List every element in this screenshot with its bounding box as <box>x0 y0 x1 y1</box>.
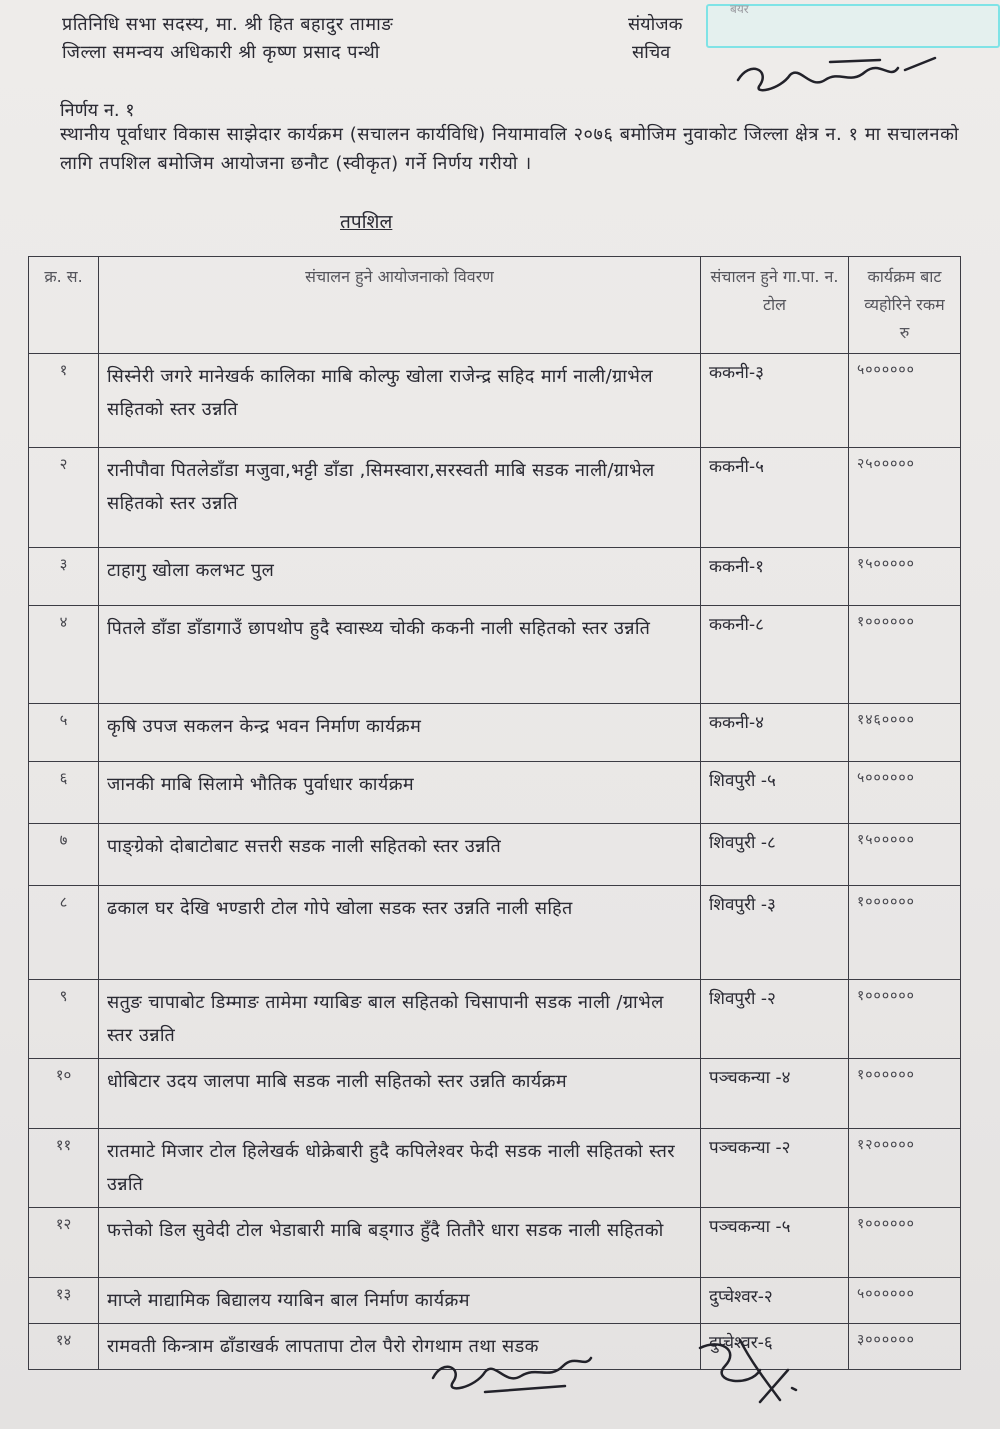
cell-sn: ११ <box>29 1129 99 1208</box>
cell-amount: ३०००००० <box>849 1324 961 1370</box>
table-row <box>29 1278 961 1324</box>
header-amount: कार्यक्रम बाट व्यहोरिने रकम रु <box>849 257 961 354</box>
cell-description: टाहागु खोला कलभट पुल <box>99 548 701 606</box>
tapashil-title: तपशिल <box>340 211 393 233</box>
cell-amount: १५००००० <box>849 824 961 886</box>
cell-sn: १४ <box>29 1324 99 1370</box>
role-secretary: सचिव <box>632 42 671 63</box>
cell-description: धोबिटार उदय जालपा माबि सडक नाली सहितको स्तर उन्नति कार्यक्रम <box>99 1059 701 1129</box>
table-row <box>29 1129 961 1208</box>
cell-location: ककनी-८ <box>701 606 849 704</box>
table-row <box>29 824 961 886</box>
cell-location: दुप्चेश्वर-६ <box>701 1324 849 1370</box>
cell-amount: १०००००० <box>849 886 961 980</box>
cell-location: शिवपुरी -३ <box>701 886 849 980</box>
cell-description: पितले डाँडा डाँडागाउँ छापथोप हुदै स्वास्थ्य चोकी ककनी नाली सहितको स्तर उन्नति <box>99 606 701 704</box>
cell-location: ककनी-३ <box>701 354 849 448</box>
table-row <box>29 886 961 980</box>
cell-location: पञ्चकन्या -२ <box>701 1129 849 1208</box>
cell-amount: १०००००० <box>849 1059 961 1129</box>
cell-description: रातमाटे मिजार टोल हिलेखर्क धोक्रेबारी हुदै कपिलेश्वर फेदी सडक नाली सहितको स्तर उन्नति <box>99 1129 701 1208</box>
cell-amount: २५००००० <box>849 448 961 548</box>
cell-description: माप्ले माद्यामिक बिद्यालय ग्याबिन बाल निर्माण कार्यक्रम <box>99 1278 701 1324</box>
decision-text: स्थानीय पूर्वाधार विकास साझेदार कार्यक्रम (सचालन कार्यविधि) नियामावलि २०७६ बमोजिम नुवाकोट जिल्ला क्षेत्र न. १ मा सचालनको लागि तपशिल बमोजिम आयोजना छनौट (स्वीकृत) गर्ने निर्णय गरीयो । <box>60 124 960 174</box>
cell-description: सिस्नेरी जगरे मानेखर्क कालिका माबि कोल्फु खोला राजेन्द्र सहिद मार्ग नाली/ग्राभेल सहितको स्तर उन्नति <box>99 354 701 448</box>
cell-sn: ९ <box>29 980 99 1059</box>
cell-location: ककनी-४ <box>701 704 849 762</box>
header-line-2: जिल्ला समन्वय अधिकारी श्री कृष्ण प्रसाद पन्थी <box>62 42 380 63</box>
signature-top-icon <box>730 50 940 105</box>
table-row <box>29 980 961 1059</box>
cell-amount: ५०००००० <box>849 354 961 448</box>
table-row <box>29 448 961 548</box>
cell-description: रामवती किन्त्राम ढाँडाखर्क लापतापा टोल पैरो रोगथाम तथा सडक <box>99 1324 701 1370</box>
projects-table <box>28 256 961 1370</box>
cell-sn: १२ <box>29 1208 99 1278</box>
cell-sn: १३ <box>29 1278 99 1324</box>
table-row <box>29 704 961 762</box>
table-row <box>29 762 961 824</box>
cell-description: पाङ्ग्रेको दोबाटोबाट सत्तरी सडक नाली सहितको स्तर उन्नति <box>99 824 701 886</box>
cell-description: ढकाल घर देखि भण्डारी टोल गोपे खोला सडक स्तर उन्नति नाली सहित <box>99 886 701 980</box>
cell-amount: १०००००० <box>849 980 961 1059</box>
cell-description: फत्तेको डिल सुवेदी टोल भेडाबारी माबि बड्गाउ हुँदै तितौरे धारा सडक नाली सहितको <box>99 1208 701 1278</box>
table-row <box>29 354 961 448</box>
decision-number: निर्णय न. १ <box>60 100 135 121</box>
cell-sn: १० <box>29 1059 99 1129</box>
table-row <box>29 1059 961 1129</box>
cell-location: पञ्चकन्या -५ <box>701 1208 849 1278</box>
signature-bottom-right-icon <box>680 1330 820 1410</box>
header-sn: क्र. स. <box>29 257 99 354</box>
cell-amount: १०००००० <box>849 1208 961 1278</box>
cell-sn: १ <box>29 354 99 448</box>
cell-sn: ७ <box>29 824 99 886</box>
cell-sn: ४ <box>29 606 99 704</box>
cell-amount: १४६०००० <box>849 704 961 762</box>
highlight-box <box>706 4 1000 48</box>
cell-amount: १२००००० <box>849 1129 961 1208</box>
table-row <box>29 606 961 704</box>
header-location: संचालन हुने गा.पा. न. टोल <box>701 257 849 354</box>
table-row <box>29 548 961 606</box>
cell-description: कृषि उपज सकलन केन्द्र भवन निर्माण कार्यक्रम <box>99 704 701 762</box>
cell-amount: ५०००००० <box>849 1278 961 1324</box>
header-line-1: प्रतिनिधि सभा सदस्य, मा. श्री हित बहादुर तामाङ <box>62 14 394 35</box>
cell-location: पञ्चकन्या -४ <box>701 1059 849 1129</box>
cell-amount: १०००००० <box>849 606 961 704</box>
header-description: संचालन हुने आयोजनाको विवरण <box>99 257 701 354</box>
cell-sn: ३ <box>29 548 99 606</box>
cell-description: जानकी माबि सिलामे भौतिक पुर्वाधार कार्यक्रम <box>99 762 701 824</box>
cell-location: ककनी-५ <box>701 448 849 548</box>
highlight-text: बयर <box>730 2 749 16</box>
cell-location: शिवपुरी -५ <box>701 762 849 824</box>
cell-sn: ५ <box>29 704 99 762</box>
signature-bottom-left-icon <box>425 1340 595 1400</box>
cell-sn: ६ <box>29 762 99 824</box>
cell-amount: ५०००००० <box>849 762 961 824</box>
cell-sn: २ <box>29 448 99 548</box>
cell-location: शिवपुरी -८ <box>701 824 849 886</box>
table-row <box>29 1208 961 1278</box>
cell-location: ककनी-१ <box>701 548 849 606</box>
cell-description: रानीपौवा पितलेडाँडा मजुवा,भट्टी डाँडा ,सिमस्वारा,सरस्वती माबि सडक नाली/ग्राभेल सहितको स्तर उन्नति <box>99 448 701 548</box>
cell-sn: ८ <box>29 886 99 980</box>
table-header-row <box>29 257 961 354</box>
cell-location: शिवपुरी -२ <box>701 980 849 1059</box>
cell-description: सतुङ चापाबोट डिम्माङ तामेमा ग्याबिङ बाल सहितको चिसापानी सडक नाली /ग्राभेल स्तर उन्नति <box>99 980 701 1059</box>
role-coordinator: संयोजक <box>628 14 683 35</box>
cell-amount: १५००००० <box>849 548 961 606</box>
cell-location: दुप्चेश्वर-२ <box>701 1278 849 1324</box>
